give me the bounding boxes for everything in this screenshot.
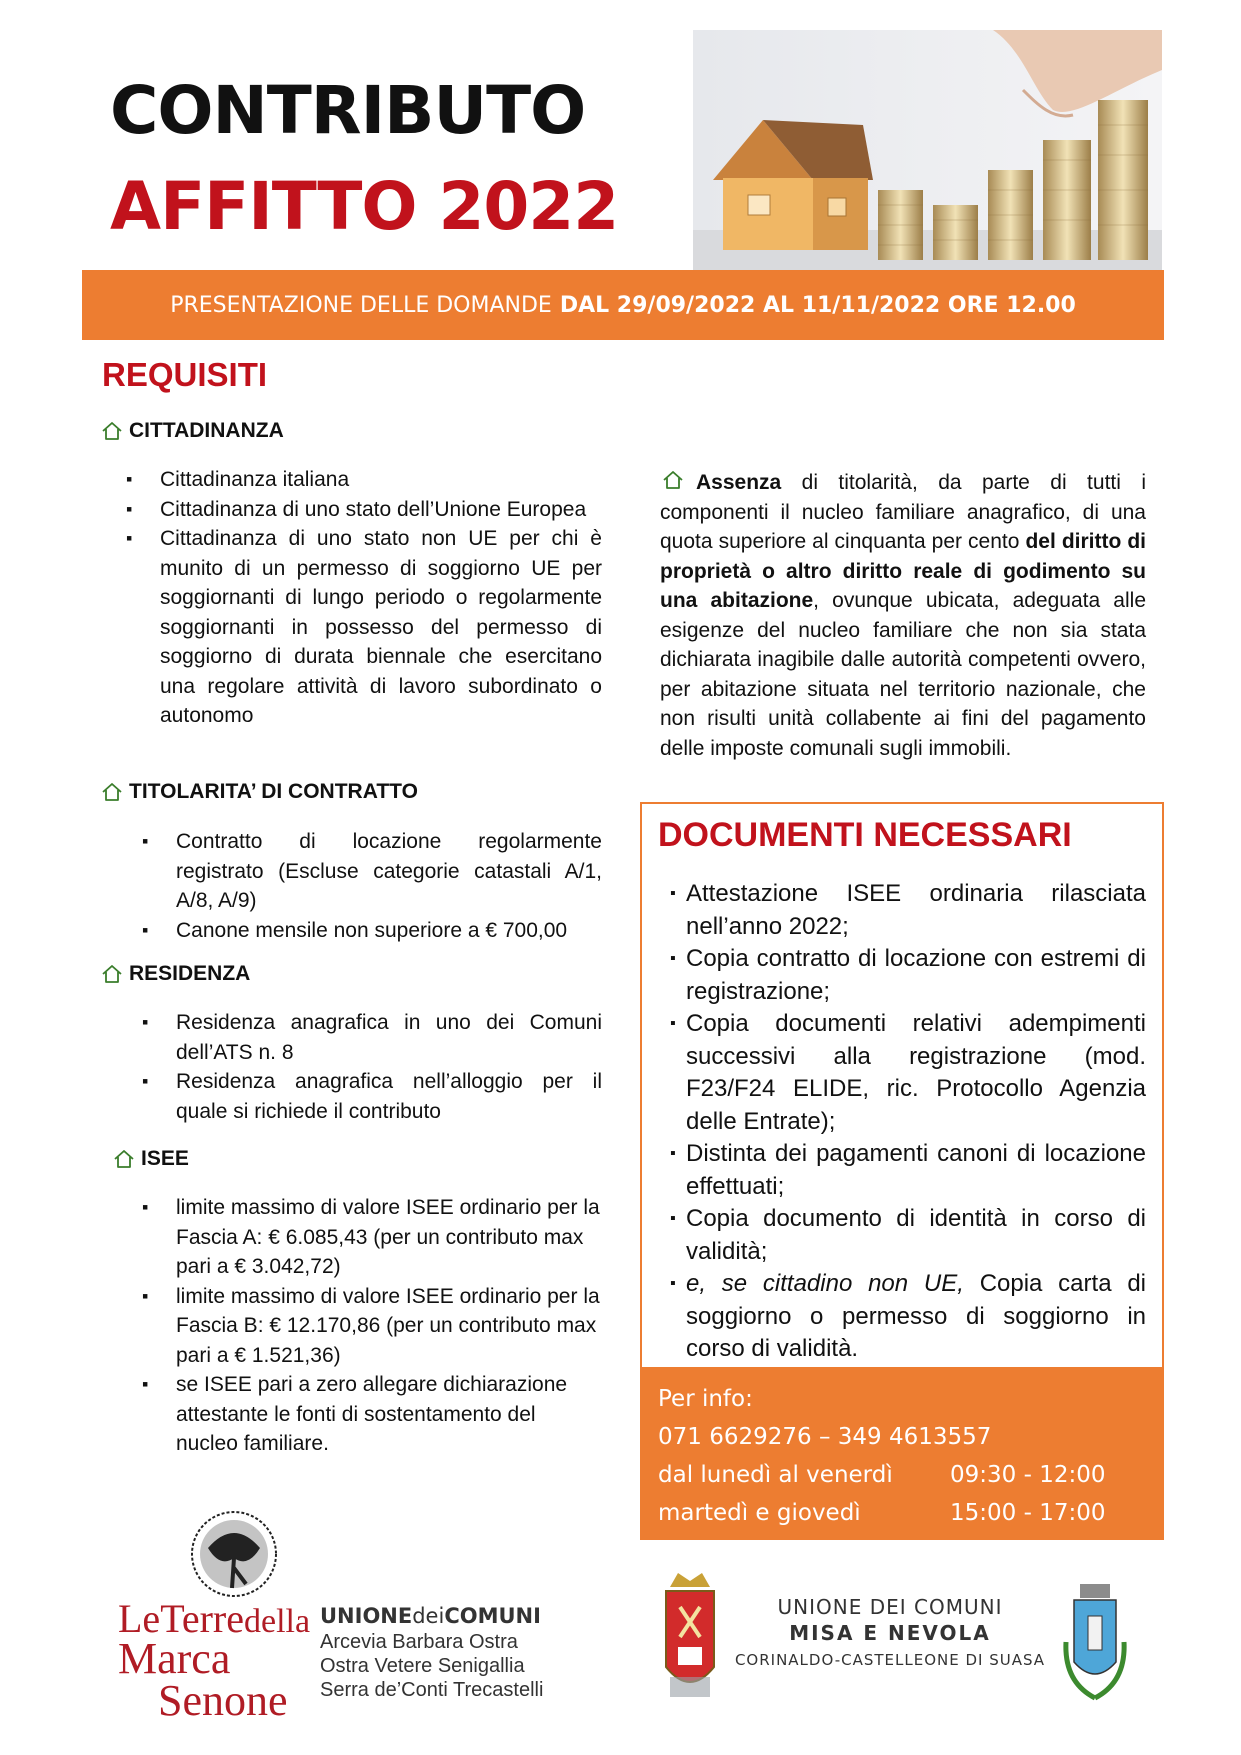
list-item: ▪ Copia documenti relativi adempimenti successivi alla registrazione (mod. F23/F24 ELIDE, ric. Protocollo Agenzia delle Entrate);	[686, 1008, 1146, 1138]
cittadinanza-label: CITTADINANZA	[129, 419, 284, 442]
list-item: ▪ Copia documento di identità in corso di validità;	[686, 1203, 1146, 1268]
assenza-bold-2: del diritto di proprietà o altro diritto reale di godimento su una abitazione	[660, 530, 1147, 612]
list-item: ▪ Copia contratto di locazione con estremi di registrazione;	[686, 943, 1146, 1008]
info-title: Per info:	[658, 1386, 753, 1412]
banner-prefix: PRESENTAZIONE DELLE DOMANDE	[170, 292, 552, 318]
documenti-list	[686, 878, 1146, 1366]
list-item: ▪ Contratto di locazione regolarmente registrato (Escluse categorie catastali A/1, A/8, A/9)	[176, 827, 602, 916]
unione-right-line1: UNIONE DEI COMUNI	[777, 1595, 1003, 1619]
banner-dates: DAL 29/09/2022 AL 11/11/2022 ORE 12.00	[559, 292, 1076, 318]
list-item: ▪ Cittadinanza di uno stato non UE per chi è munito di un permesso di soggiorno UE per soggiornanti di lungo periodo o regolarmente soggiornanti in possesso del permesso di soggiorno di durata biennale che esercitano una regolare attività di lavoro subordinato o autonomo	[160, 524, 602, 731]
unione-line: Serra de’Conti Trecastelli	[320, 1679, 544, 1701]
info-hours: 15:00 - 17:00	[950, 1500, 1106, 1526]
info-days: dal lunedì al venerdì	[658, 1462, 893, 1488]
residenza-list	[176, 1008, 602, 1126]
residenza-label: RESIDENZA	[129, 962, 251, 985]
list-item: ▪ Canone mensile non superiore a € 700,00	[176, 916, 602, 946]
unione-line: Arcevia Barbara Ostra	[320, 1631, 518, 1653]
assenza-bold: Assenza	[696, 471, 782, 494]
list-item: ▪ Cittadinanza di uno stato dell’Unione Europea	[160, 495, 602, 525]
castelleone-crest-icon	[1062, 1582, 1128, 1704]
unione-right-line2: MISA E NEVOLA	[789, 1621, 991, 1645]
info-hours-row-1	[658, 1456, 1164, 1494]
application-dates-banner	[82, 270, 1164, 340]
unione-right-line3: CORINALDO-CASTELLEONE DI SUASA	[734, 1651, 1046, 1669]
titolarita-heading	[101, 780, 418, 804]
isee-heading	[113, 1147, 189, 1171]
house-icon	[101, 964, 123, 984]
terre-della: della	[243, 1603, 311, 1640]
titolarita-list	[176, 827, 602, 945]
titolarita-label: TITOLARITA’ DI CONTRATTO	[129, 780, 418, 803]
info-hours: 09:30 - 12:00	[950, 1462, 1106, 1488]
list-item: ▪ Attestazione ISEE ordinaria rilasciata nell’anno 2022;	[686, 878, 1146, 943]
unione-word: UNIONE	[320, 1604, 413, 1628]
assenza-text-1: di titolarità, da parte di tutti i componenti il nucleo familiare anagrafico, di una quota superiore al cinquanta per cento	[660, 471, 1146, 553]
title-line-2: AFFITTO 2022	[110, 168, 619, 245]
unione-line: Ostra Vetere Senigallia	[320, 1655, 525, 1677]
info-days: martedì e giovedì	[658, 1500, 861, 1526]
unione-comuni-right	[720, 1595, 1060, 1669]
list-item	[686, 1268, 1146, 1366]
house-icon	[101, 782, 123, 802]
list-item: ▪ Distinta dei pagamenti canoni di locazione effettuati;	[686, 1138, 1146, 1203]
requisiti-title: REQUISITI	[102, 356, 268, 393]
terre-marca-senone-logo	[118, 1595, 318, 1725]
house-coins-image	[693, 30, 1162, 270]
isee-label: ISEE	[141, 1147, 189, 1170]
info-phones[interactable]: 071 6629276 – 349 4613557	[658, 1424, 992, 1450]
list-item: ▪ Residenza anagrafica nell’alloggio per il quale si richiede il contributo	[176, 1067, 602, 1126]
residenza-heading	[101, 962, 250, 986]
list-item: ▪ limite massimo di valore ISEE ordinario per la Fascia A: € 6.085,43 (per un contributo max pari a € 3.042,72)	[176, 1193, 602, 1282]
dei-word: dei	[412, 1604, 445, 1628]
documenti-title: DOCUMENTI NECESSARI	[658, 816, 1072, 854]
list-item: ▪ se ISEE pari a zero allegare dichiarazione attestante le fonti di sostentamento del nucleo familiare.	[176, 1370, 602, 1459]
terre-terre: Terre	[160, 1596, 244, 1641]
comuni-word: COMUNI	[444, 1604, 541, 1628]
info-hours-row-2	[658, 1494, 1164, 1532]
cittadinanza-list	[160, 465, 602, 731]
list-item: ▪ Residenza anagrafica in uno dei Comuni dell’ATS n. 8	[176, 1008, 602, 1067]
terre-marca: Marca	[118, 1634, 231, 1683]
house-icon	[113, 1149, 135, 1169]
tree-logo	[188, 1508, 280, 1600]
list-item: ▪ Cittadinanza italiana	[160, 465, 602, 495]
info-box	[640, 1368, 1164, 1540]
house-icon	[101, 421, 123, 441]
assenza-paragraph	[660, 468, 1146, 763]
corinaldo-crest-icon	[660, 1567, 720, 1707]
documenti-italic: e, se cittadino non UE,	[686, 1270, 964, 1297]
title-line-1: CONTRIBUTO	[110, 72, 586, 149]
cittadinanza-heading	[101, 419, 284, 443]
assenza-text-2: , ovunque ubicata, adeguata alle esigenze del nucleo familiare che non sia stata dichiarata inagibile dalle autorità competenti ovvero, per abitazione situata nel territorio nazionale, che non risulti unità collabente ai fini del pagamento delle imposte comunali sugli immobili.	[660, 589, 1146, 760]
list-item: ▪ limite massimo di valore ISEE ordinario per la Fascia B: € 12.170,86 (per un contributo max pari a € 1.521,36)	[176, 1282, 602, 1371]
documenti-last-text: Copia carta di soggiorno o permesso di soggiorno in corso di validità.	[686, 1270, 1146, 1362]
isee-list	[176, 1193, 602, 1459]
unione-comuni-left	[320, 1604, 543, 1702]
terre-senone: Senone	[158, 1676, 288, 1725]
terre-le: Le	[118, 1596, 161, 1641]
